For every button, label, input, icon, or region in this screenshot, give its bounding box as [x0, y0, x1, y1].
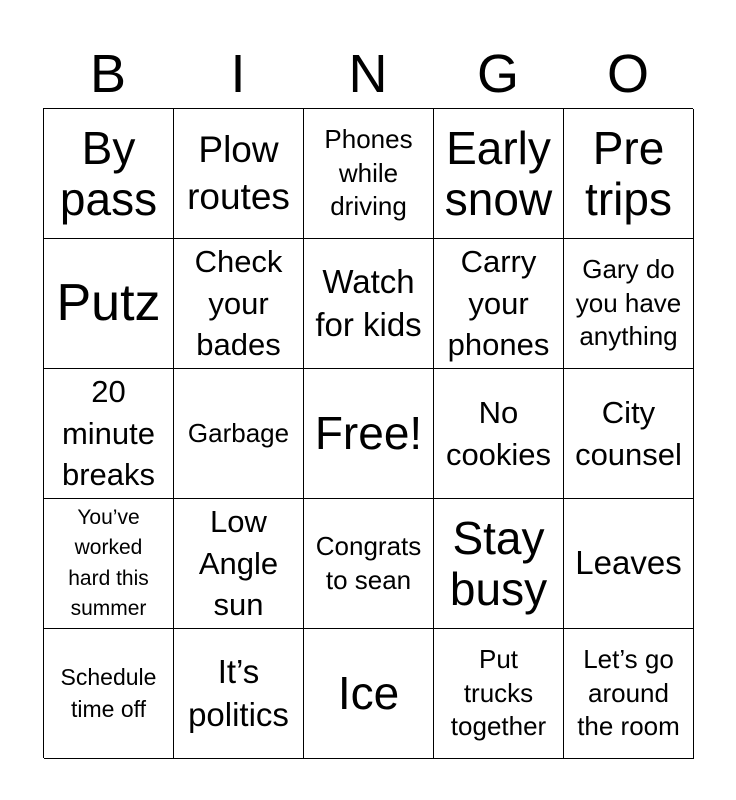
bingo-cell-text: 20 minute breaks	[61, 373, 156, 493]
bingo-cell-text: Stay busy	[449, 511, 548, 615]
bingo-cell-r1c3[interactable]	[304, 109, 434, 239]
bingo-cell-r5c1[interactable]	[44, 629, 174, 759]
header-letter-i: I	[230, 44, 246, 104]
bingo-cell-r4c5[interactable]	[564, 499, 694, 629]
header-letter-n: N	[348, 44, 388, 104]
bingo-cell-text: Check your bades	[194, 243, 283, 363]
bingo-cell-text: Pre trips	[585, 121, 672, 225]
bingo-cell-r1c4[interactable]	[434, 109, 564, 239]
bingo-cell-text: Gary do you have anything	[575, 253, 682, 352]
bingo-cell-r3c2[interactable]	[174, 369, 304, 499]
bingo-cell-r3c4[interactable]	[434, 369, 564, 499]
bingo-cell-r1c5[interactable]	[564, 109, 694, 239]
bingo-cell-text: Congrats to sean	[315, 530, 422, 595]
bingo-cell-r3c1[interactable]	[44, 369, 174, 499]
bingo-cell-text: Ice	[337, 667, 400, 720]
bingo-cell-text: Phones while driving	[324, 123, 413, 222]
bingo-cell-text: Putz	[56, 274, 161, 333]
bingo-cell-text: Free!	[314, 407, 423, 460]
bingo-cell-r1c2[interactable]	[174, 109, 304, 239]
bingo-cell-text: Put trucks together	[450, 643, 547, 742]
bingo-cell-text: Early snow	[444, 121, 553, 225]
bingo-cell-r2c3[interactable]	[304, 239, 434, 369]
bingo-cell-text: You’ve worked hard this summer	[68, 505, 149, 620]
bingo-header	[43, 40, 693, 108]
bingo-cell-r4c2[interactable]	[174, 499, 304, 629]
header-letter-b: B	[89, 44, 127, 104]
bingo-cell-r3c3[interactable]	[304, 369, 434, 499]
bingo-cell-text: Leaves	[575, 544, 682, 582]
bingo-cell-text: Plow routes	[187, 129, 290, 217]
header-letter-g: G	[476, 44, 519, 104]
bingo-cell-text: City counsel	[575, 394, 682, 472]
bingo-cell-text: Watch for kids	[315, 262, 422, 343]
bingo-cell-text: Low Angle sun	[198, 503, 279, 623]
header-letter-o: O	[606, 44, 649, 104]
bingo-board	[43, 108, 693, 758]
bingo-cell-r3c5[interactable]	[564, 369, 694, 499]
bingo-cell-text: By pass	[59, 121, 158, 225]
bingo-cell-r2c2[interactable]	[174, 239, 304, 369]
bingo-cell-r4c1[interactable]	[44, 499, 174, 629]
bingo-cell-r5c2[interactable]	[174, 629, 304, 759]
bingo-cell-text: No cookies	[445, 394, 552, 472]
bingo-cell-r5c5[interactable]	[564, 629, 694, 759]
bingo-cell-text: Schedule time off	[60, 664, 157, 722]
bingo-cell-r4c4[interactable]	[434, 499, 564, 629]
bingo-cell-r5c4[interactable]	[434, 629, 564, 759]
bingo-cell-text: Garbage	[187, 417, 290, 448]
bingo-cell-r4c3[interactable]	[304, 499, 434, 629]
bingo-cell-r2c1[interactable]	[44, 239, 174, 369]
bingo-cell-text: It’s politics	[188, 652, 289, 733]
bingo-cell-text: Carry your phones	[447, 243, 550, 363]
bingo-cell-r2c5[interactable]	[564, 239, 694, 369]
bingo-cell-r2c4[interactable]	[434, 239, 564, 369]
bingo-cell-r5c3[interactable]	[304, 629, 434, 759]
bingo-cell-r1c1[interactable]	[44, 109, 174, 239]
bingo-cell-text: Let’s go around the room	[577, 643, 680, 742]
